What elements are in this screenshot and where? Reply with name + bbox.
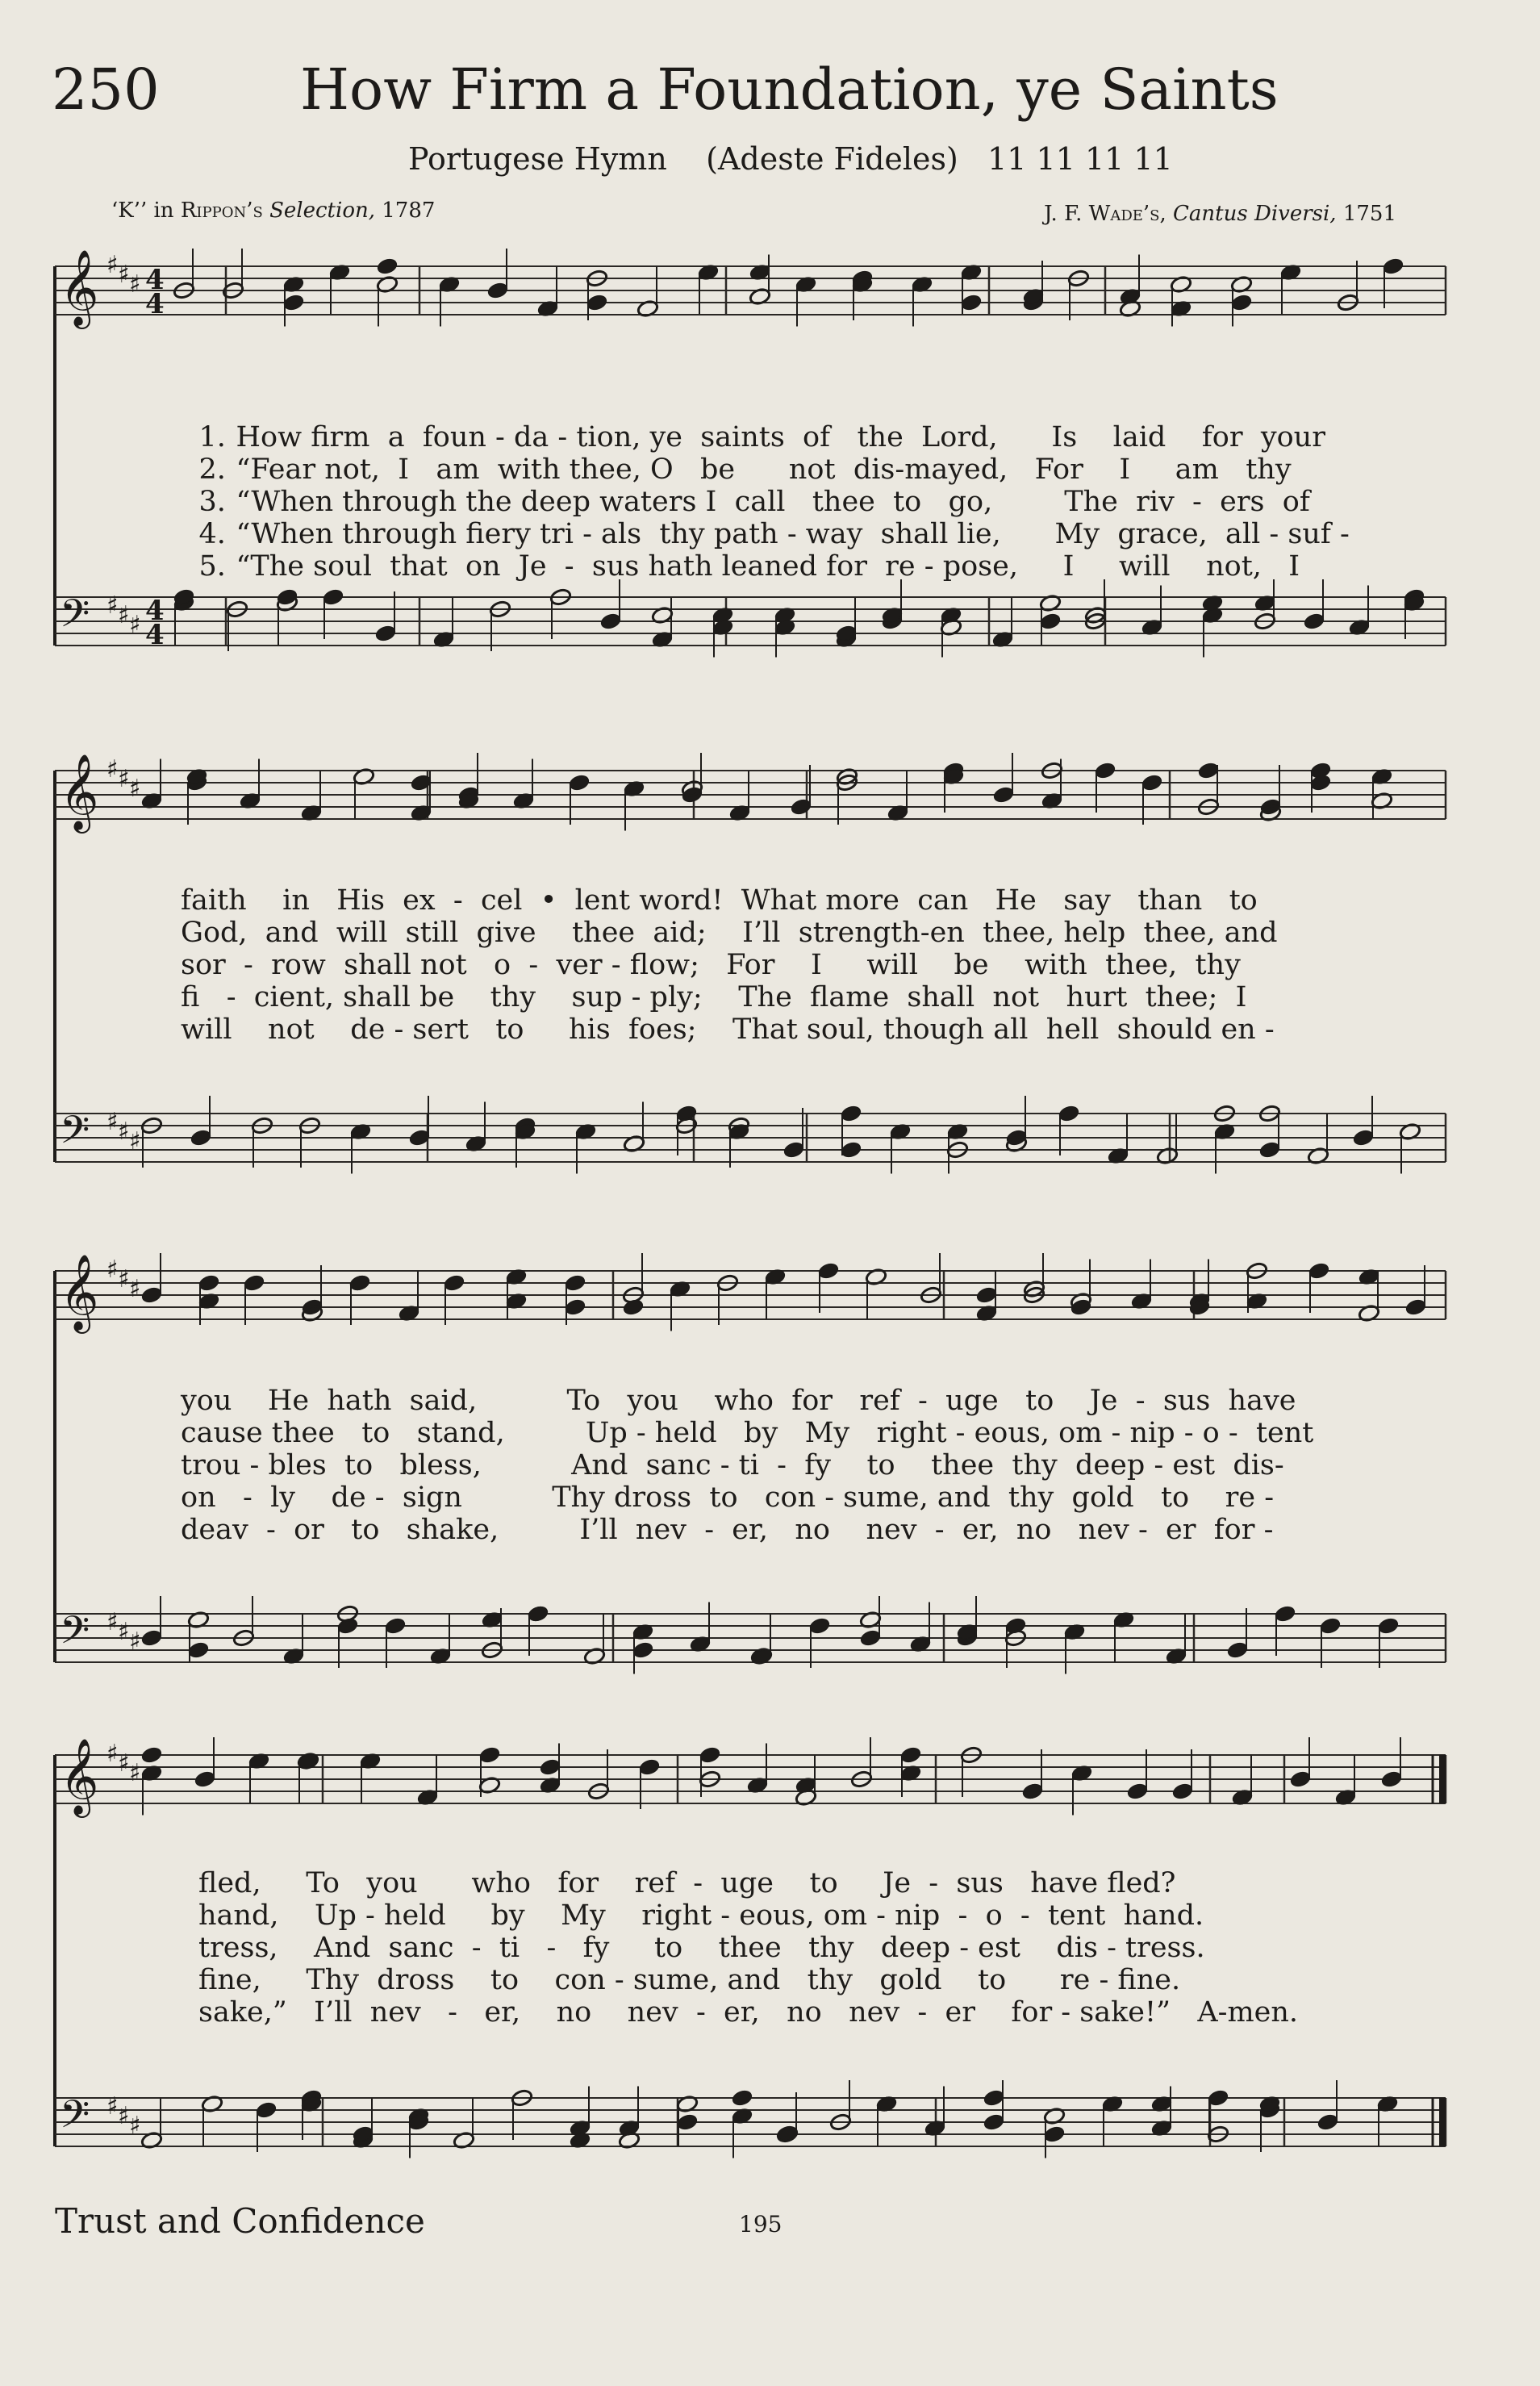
note-head (676, 2112, 699, 2131)
note-head (1317, 2112, 1339, 2131)
author-source: Rippon’s (180, 198, 263, 223)
note-head (1404, 1297, 1427, 1316)
note-head (817, 1261, 840, 1280)
note-head (808, 1616, 831, 1635)
note-head (1308, 1261, 1330, 1280)
sharp-icon: ♯ (129, 270, 141, 299)
note-head (1021, 1782, 1044, 1800)
verse-number: 3. (198, 486, 226, 518)
note-head (140, 1285, 163, 1304)
note-head (960, 293, 983, 311)
verse-line (181, 949, 1241, 981)
note-head (638, 1757, 661, 1776)
sharp-icon: ♯ (118, 1749, 130, 1778)
note-head (1380, 1770, 1403, 1788)
note-head (376, 257, 399, 275)
sharp-icon: ♯ (106, 1108, 119, 1136)
verse-line (181, 1417, 1313, 1449)
sharp-icon: ♯ (129, 1759, 141, 1787)
note-head (1039, 612, 1062, 630)
note-head (194, 1770, 216, 1788)
note-head (190, 1128, 212, 1147)
note-head (992, 785, 1015, 804)
verse-line (181, 1449, 1284, 1481)
note-head (568, 773, 591, 792)
hymn-number: 250 (52, 56, 160, 123)
note-head (564, 1273, 586, 1292)
note-head (983, 2112, 1005, 2131)
note-head (1319, 1616, 1342, 1635)
lyric-text: will not de - sert to his foes; That soul, though all hell should en - (181, 1013, 1275, 1046)
note-head (255, 2100, 278, 2119)
verse-line (198, 1867, 1175, 1899)
treble-clef-icon: 𝄞 (60, 754, 99, 830)
lyric-text: sor - row shall not o - ver - flow; For I will be with thee, thy (181, 949, 1241, 981)
bass-clef-icon: 𝄢 (60, 591, 90, 646)
verse-line (163, 518, 1300, 583)
sharp-icon: ♯ (129, 2112, 141, 2140)
lyric-text: sake,” I’ll nev - er, no nev - er, no nev - er for - sake!” A-men. (198, 1996, 1299, 2029)
note-head (140, 1628, 163, 1647)
note-head (140, 1745, 163, 1764)
lyric-text: deav - or to shake, I’ll nev - er, no nev - er, no nev - er for - (181, 1514, 1274, 1546)
verse-line (198, 1964, 1180, 1996)
sharp-icon: ♯ (129, 1127, 141, 1155)
sharp-icon: ♯ (118, 601, 130, 629)
sharp-icon: ♯ (129, 1275, 141, 1303)
note-head (539, 1757, 561, 1776)
note-head (198, 1273, 220, 1292)
lyric-text: God, and will still give thee aid; I’ll strength-en thee, help thee, and (181, 917, 1278, 949)
note-head (282, 293, 305, 311)
note-head (527, 1604, 549, 1623)
note-head (1094, 761, 1116, 779)
verse-number: 4. (198, 518, 226, 550)
page-number: 195 (739, 2211, 783, 2238)
note-head (348, 1273, 371, 1292)
verse-line (181, 1013, 1275, 1046)
sharp-icon: ♯ (106, 251, 119, 279)
note-head (899, 1745, 922, 1764)
note-head (840, 1104, 862, 1122)
note-head (374, 624, 397, 642)
bass-clef-icon: 𝄢 (60, 2091, 90, 2146)
note-head (1258, 1140, 1281, 1159)
lyric-text: fled, To you who for ref - uge to Je - sus have fled? (198, 1867, 1176, 1899)
note-head (790, 797, 812, 816)
note-head (1230, 293, 1253, 311)
note-head (1126, 1782, 1149, 1800)
composer-work: Cantus Diversi, (1173, 202, 1337, 226)
lyric-text: on - ly de - sign Thy dross to con - sume, and thy gold to re - (181, 1481, 1275, 1514)
note-head (1289, 1770, 1312, 1788)
note-head (1197, 761, 1220, 779)
note-head (1382, 257, 1404, 275)
footer-section-title: Trust and Confidence (55, 2201, 425, 2241)
lyric-text: hand, Up - held by My right - eous, om - nip - o - tent hand. (198, 1899, 1204, 1932)
lyric-text: “When through fiery tri - als thy path - way shall lie, My grace, all - suf - (236, 518, 1350, 550)
lyric-text: How firm a foun - da - tion, ye saints of the Lord, Is laid for your (236, 421, 1325, 453)
lyric-text: faith in His ex - cel • lent word! What more can He say than to (181, 884, 1258, 917)
verse-number: 5. (198, 550, 226, 583)
note-head (564, 1297, 586, 1316)
note-head (983, 2088, 1005, 2107)
note-head (1352, 1128, 1375, 1147)
sharp-icon: ♯ (118, 1265, 130, 1293)
verse-number: 2. (198, 453, 226, 486)
note-head (1274, 1604, 1296, 1623)
sharp-icon: ♯ (129, 1628, 141, 1656)
note-head (1043, 2125, 1066, 2143)
time-signature: 4 (145, 595, 165, 627)
sharp-icon: ♯ (106, 1608, 119, 1636)
note-head (975, 1285, 998, 1304)
sharp-icon: ♯ (106, 591, 119, 620)
treble-clef-icon: 𝄞 (60, 249, 99, 326)
note-head (1303, 612, 1325, 630)
sharp-icon: ♯ (118, 1118, 130, 1146)
sharp-icon: ♯ (106, 2092, 119, 2121)
note-head (731, 2088, 753, 2107)
note-head (586, 293, 608, 311)
note-head (384, 1616, 407, 1635)
note-head (699, 1745, 721, 1764)
sharp-icon: ♯ (106, 1256, 119, 1284)
note-head (322, 587, 344, 606)
note-head (859, 1628, 882, 1647)
time-signature: 4 (145, 288, 165, 320)
verse-line (181, 1481, 1274, 1514)
sharp-icon: ♯ (106, 755, 119, 783)
lyric-text: “Fear not, I am with thee, O be not dis-mayed, For I am thy (236, 453, 1292, 486)
note-head (1226, 1640, 1249, 1659)
note-head (443, 1273, 465, 1292)
composer-year: 1751 (1342, 202, 1396, 226)
note-head (243, 1273, 265, 1292)
verse-line (181, 1514, 1273, 1546)
lyric-text: trou - bles to bless, And sanc - ti - fy to thee thy deep - est dis- (181, 1449, 1284, 1481)
lyric-text: “The soul that on Je - sus hath leaned for re - pose, I will not, I (236, 550, 1300, 583)
note-head (1058, 1104, 1080, 1122)
bass-clef-icon: 𝄢 (60, 1107, 90, 1162)
verse-line (198, 1899, 1204, 1932)
verse-number: 1. (198, 421, 226, 453)
note-head (1141, 773, 1163, 792)
sharp-icon: ♯ (118, 2102, 130, 2130)
note-head (840, 1140, 862, 1159)
verse-line (198, 1996, 1298, 2029)
treble-clef-icon: 𝄞 (60, 1738, 99, 1815)
tune-name: Portugese Hymn (408, 141, 667, 177)
sharp-icon: ♯ (106, 1740, 119, 1768)
note-head (486, 281, 509, 299)
lyric-text: tress, And sanc - ti - fy to thee thy deep - est dis - tress. (198, 1932, 1205, 1964)
sharp-icon: ♯ (118, 261, 130, 289)
note-head (478, 1745, 501, 1764)
treble-clef-icon: 𝄞 (60, 1254, 99, 1331)
hymn-title: How Firm a Foundation, ye Saints (300, 56, 1279, 123)
composer-name: J. F. Wade’s, (1044, 202, 1166, 226)
note-head (187, 1640, 210, 1659)
lyric-text: you He hath said, To you who for ref - uge to Je - sus have (181, 1385, 1296, 1417)
time-signature: 4 (145, 619, 165, 651)
note-head (1171, 1782, 1194, 1800)
sharp-icon: ♯ (118, 1618, 130, 1646)
sharp-icon: ♯ (118, 765, 130, 793)
note-head (599, 612, 622, 630)
lyric-text: fi - cient, shall be thy sup - ply; The flame shall not hurt thee; I (181, 981, 1247, 1013)
note-head (783, 1140, 805, 1159)
lyric-text: “When through the deep waters I call thee to go, The riv - ers of (236, 486, 1310, 518)
note-head (1377, 1616, 1400, 1635)
bass-clef-icon: 𝄢 (60, 1607, 90, 1662)
lyric-text: fine, Thy dross to con - sume, and thy gold to re - fine. (198, 1964, 1181, 1996)
verse-line (181, 884, 1258, 917)
author-year: 1787 (382, 198, 436, 223)
tune-alt-name: (Adeste Fideles) (706, 141, 958, 177)
sharp-icon: ♯ (129, 775, 141, 803)
hymn-meter: 11 11 11 11 (987, 141, 1173, 177)
lyric-text: cause thee to stand, Up - held by My right - eous, om - nip - o - tent (181, 1417, 1314, 1449)
author-quote: ‘K’’ in (111, 198, 174, 223)
note-head (632, 1640, 654, 1659)
author-work: Selection, (269, 198, 375, 223)
time-signature: 4 (145, 264, 165, 296)
verse-line (181, 981, 1247, 1013)
note-head (410, 773, 432, 792)
sharp-icon: ♯ (129, 611, 141, 639)
verse-line (181, 917, 1278, 949)
verse-line (181, 1385, 1296, 1417)
verse-line (198, 1932, 1205, 1964)
